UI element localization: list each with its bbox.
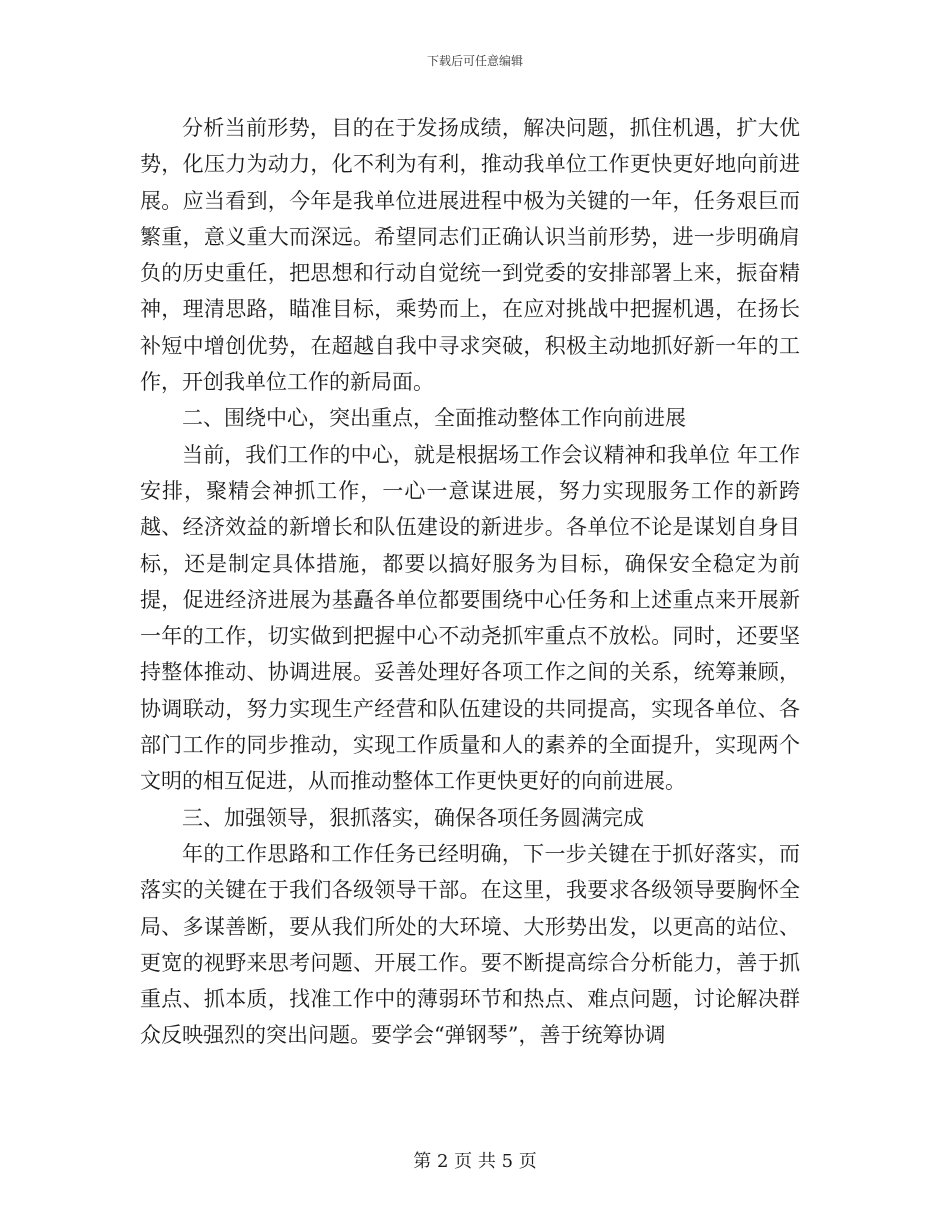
paragraph-leadership: 年的工作思路和工作任务已经明确，下一步关键在于抓好落实，而落实的关键在于我们各级领导干部。在这里，我要求各级领导要胸怀全局、多谋善断，要从我们所处的大环境、大形势出发，以更高的站位、更宽的视野来思考问题、开展工作。要不断提高综合分析能力，善于抓重点、抓本质，找准工作中的薄弱环节和热点、难点问题，讨论解决群众反映强烈的突出问题。要学会“弹钢琴”，善于统筹协调 — [140, 841, 800, 1048]
document-body — [140, 110, 800, 1054]
page-header: 下载后可任意编辑 — [426, 54, 523, 68]
section-heading-2: 二、围绕中心，突出重点，全面推动整体工作向前进展 — [182, 406, 686, 431]
paragraph-focus-center: 当前，我们工作的中心，就是根据场工作会议精神和我单位 年工作安排，聚精会神抓工作，一心一意谋进展，努力实现服务工作的新跨越、经济效益的新增长和队伍建设的新进步。各单位不论是谋划自身目标，还是制定具体措施，都要以搞好服务为目标，确保安全稳定为前提，促进经济进展为基矗各单位都要围绕中心任务和上述重点来开展新一年的工作，切实做到把握中心不动尧抓牢重点不放松。同时，还要坚持整体推动、协调进展。妥善处理好各项工作之间的关系，统筹兼顾，协调联动，努力实现生产经营和队伍建设的共同提高，实现各单位、各部门工作的同步推动，实现工作质量和人的素养的全面提升，实现两个文明的相互促进，从而推动整体工作更快更好的向前进展。 — [140, 442, 800, 794]
paragraph-situation-analysis: 分析当前形势，目的在于发扬成绩，解决问题，抓住机遇，扩大优势，化压力为动力，化不利为有利，推动我单位工作更快更好地向前进展。应当看到，今年是我单位进展进程中极为关键的一年，任务艰巨而繁重，意义重大而深远。希望同志们正确认识当前形势，进一步明确肩负的历史重任，把思想和行动自觉统一到党委的安排部署上来，振奋精神，理清思路，瞄准目标，乘势而上，在应对挑战中把握机遇，在扬长补短中增创优势，在超越自我中寻求突破，积极主动地抓好新一年的工作，开创我单位工作的新局面。 — [140, 116, 800, 395]
page-number: 第 2 页 共 5 页 — [413, 1151, 537, 1172]
section-heading-3: 三、加强领导，狠抓落实，确保各项任务圆满完成 — [182, 805, 644, 830]
